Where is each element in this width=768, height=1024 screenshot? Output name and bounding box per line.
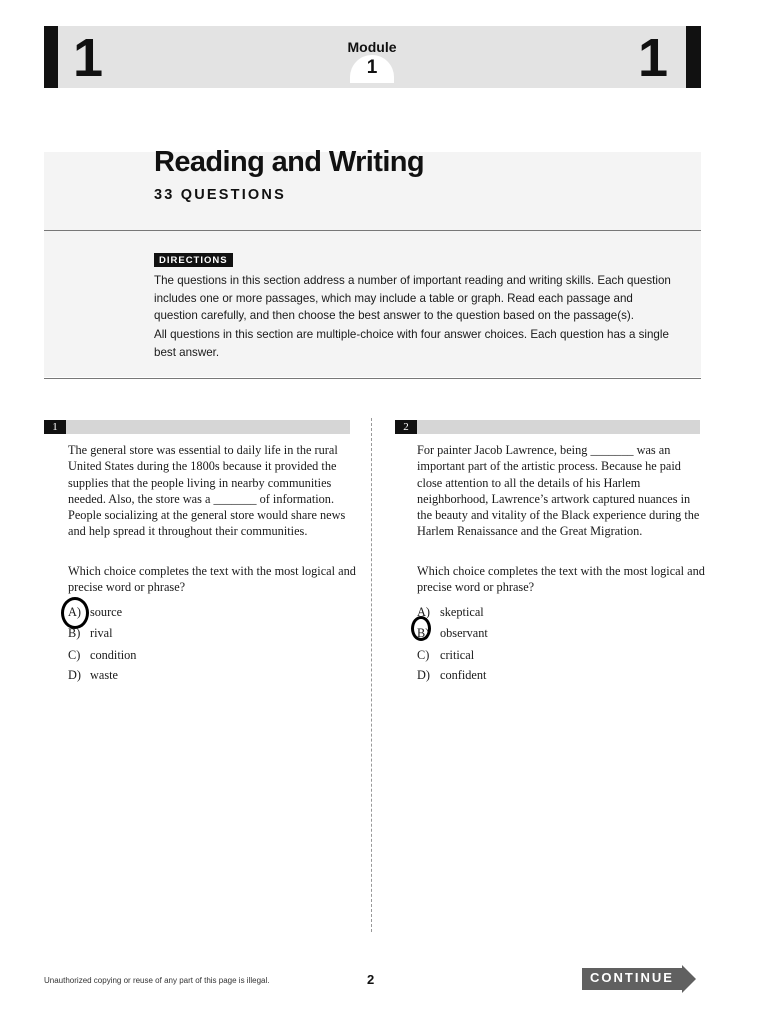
left-section-bar — [44, 26, 58, 88]
question-2-prompt: Which choice completes the text with the most logical and precise word or phrase? — [417, 564, 705, 595]
question-2-option-c-text[interactable]: critical — [440, 648, 475, 662]
question-2-option-a-text[interactable]: skeptical — [440, 605, 484, 619]
question-2-option-c-letter[interactable]: C) — [417, 648, 430, 662]
question-1-option-d-letter[interactable]: D) — [68, 668, 81, 682]
section-number-right: 1 — [638, 28, 669, 88]
question-2-option-d-letter[interactable]: D) — [417, 668, 430, 682]
question-1-option-a-text[interactable]: source — [90, 605, 123, 619]
question-1-passage: The general store was essential to daily life in the rural United States during the 1800s because it provided the supplies that the people living in nearby communities needed. Also, the store was a _______ of information. People socializing at the general store would share news and help spread it throughout their communities. — [68, 443, 346, 539]
module-label: Module — [347, 39, 397, 55]
question-1-option-d-text[interactable]: waste — [90, 668, 118, 682]
directions-paragraph-1: The questions in this section address a number of important reading and writing skills. Each question includes one or more passages, which may include a table or graph. Read each passage and question carefully, and then choose the best answer to the question based on the passage(s). — [154, 274, 671, 322]
question-1-option-a-letter[interactable]: A) — [68, 605, 81, 619]
page-title: Reading and Writing — [154, 146, 425, 178]
right-section-bar — [686, 26, 701, 88]
continue-label[interactable]: CONTINUE — [590, 970, 674, 985]
module-number: 1 — [366, 57, 378, 78]
question-1-option-c-text[interactable]: condition — [90, 648, 137, 662]
question-2-option-b-text[interactable]: observant — [440, 626, 488, 640]
column-divider — [371, 418, 372, 932]
question-1-prompt: Which choice completes the text with the most logical and precise word or phrase? — [68, 564, 356, 595]
directions-paragraph-2: All questions in this section are multiple-choice with four answer choices. Each question has a single best answer. — [154, 328, 669, 359]
question-1-option-b-letter[interactable]: B) — [68, 626, 81, 640]
question-1-option-b-text[interactable]: rival — [90, 626, 113, 640]
question-2-option-a-letter[interactable]: A) — [417, 605, 430, 619]
question-1-number: 1 — [44, 420, 66, 434]
directions-divider — [44, 378, 701, 379]
section-number-left: 1 — [73, 28, 104, 88]
answer-circle-mark — [411, 616, 431, 641]
question-2-option-d-text[interactable]: confident — [440, 668, 487, 682]
question-2-number: 2 — [395, 420, 417, 434]
question-2-passage: For painter Jacob Lawrence, being _______ was an important part of the artistic process. Because he paid close attention to all the details of his Harlem neighborhood, Lawrence’s artwork captured nuances in the beauty and vitality of the Black experience during the Harlem Renaissance and the Great Migration. — [417, 443, 700, 539]
directions-label: DIRECTIONS — [154, 253, 233, 267]
question-1-option-c-letter[interactable]: C) — [68, 648, 81, 662]
question-1-header-bar — [44, 420, 350, 434]
answer-circle-mark — [61, 597, 89, 629]
page-number: 2 — [367, 972, 375, 987]
question-2-option-b-letter[interactable]: B) — [417, 626, 430, 640]
question-count: 33 QUESTIONS — [154, 187, 286, 203]
question-2-header-bar — [395, 420, 700, 434]
copyright-notice: Unauthorized copying or reuse of any part of this page is illegal. — [44, 976, 270, 985]
